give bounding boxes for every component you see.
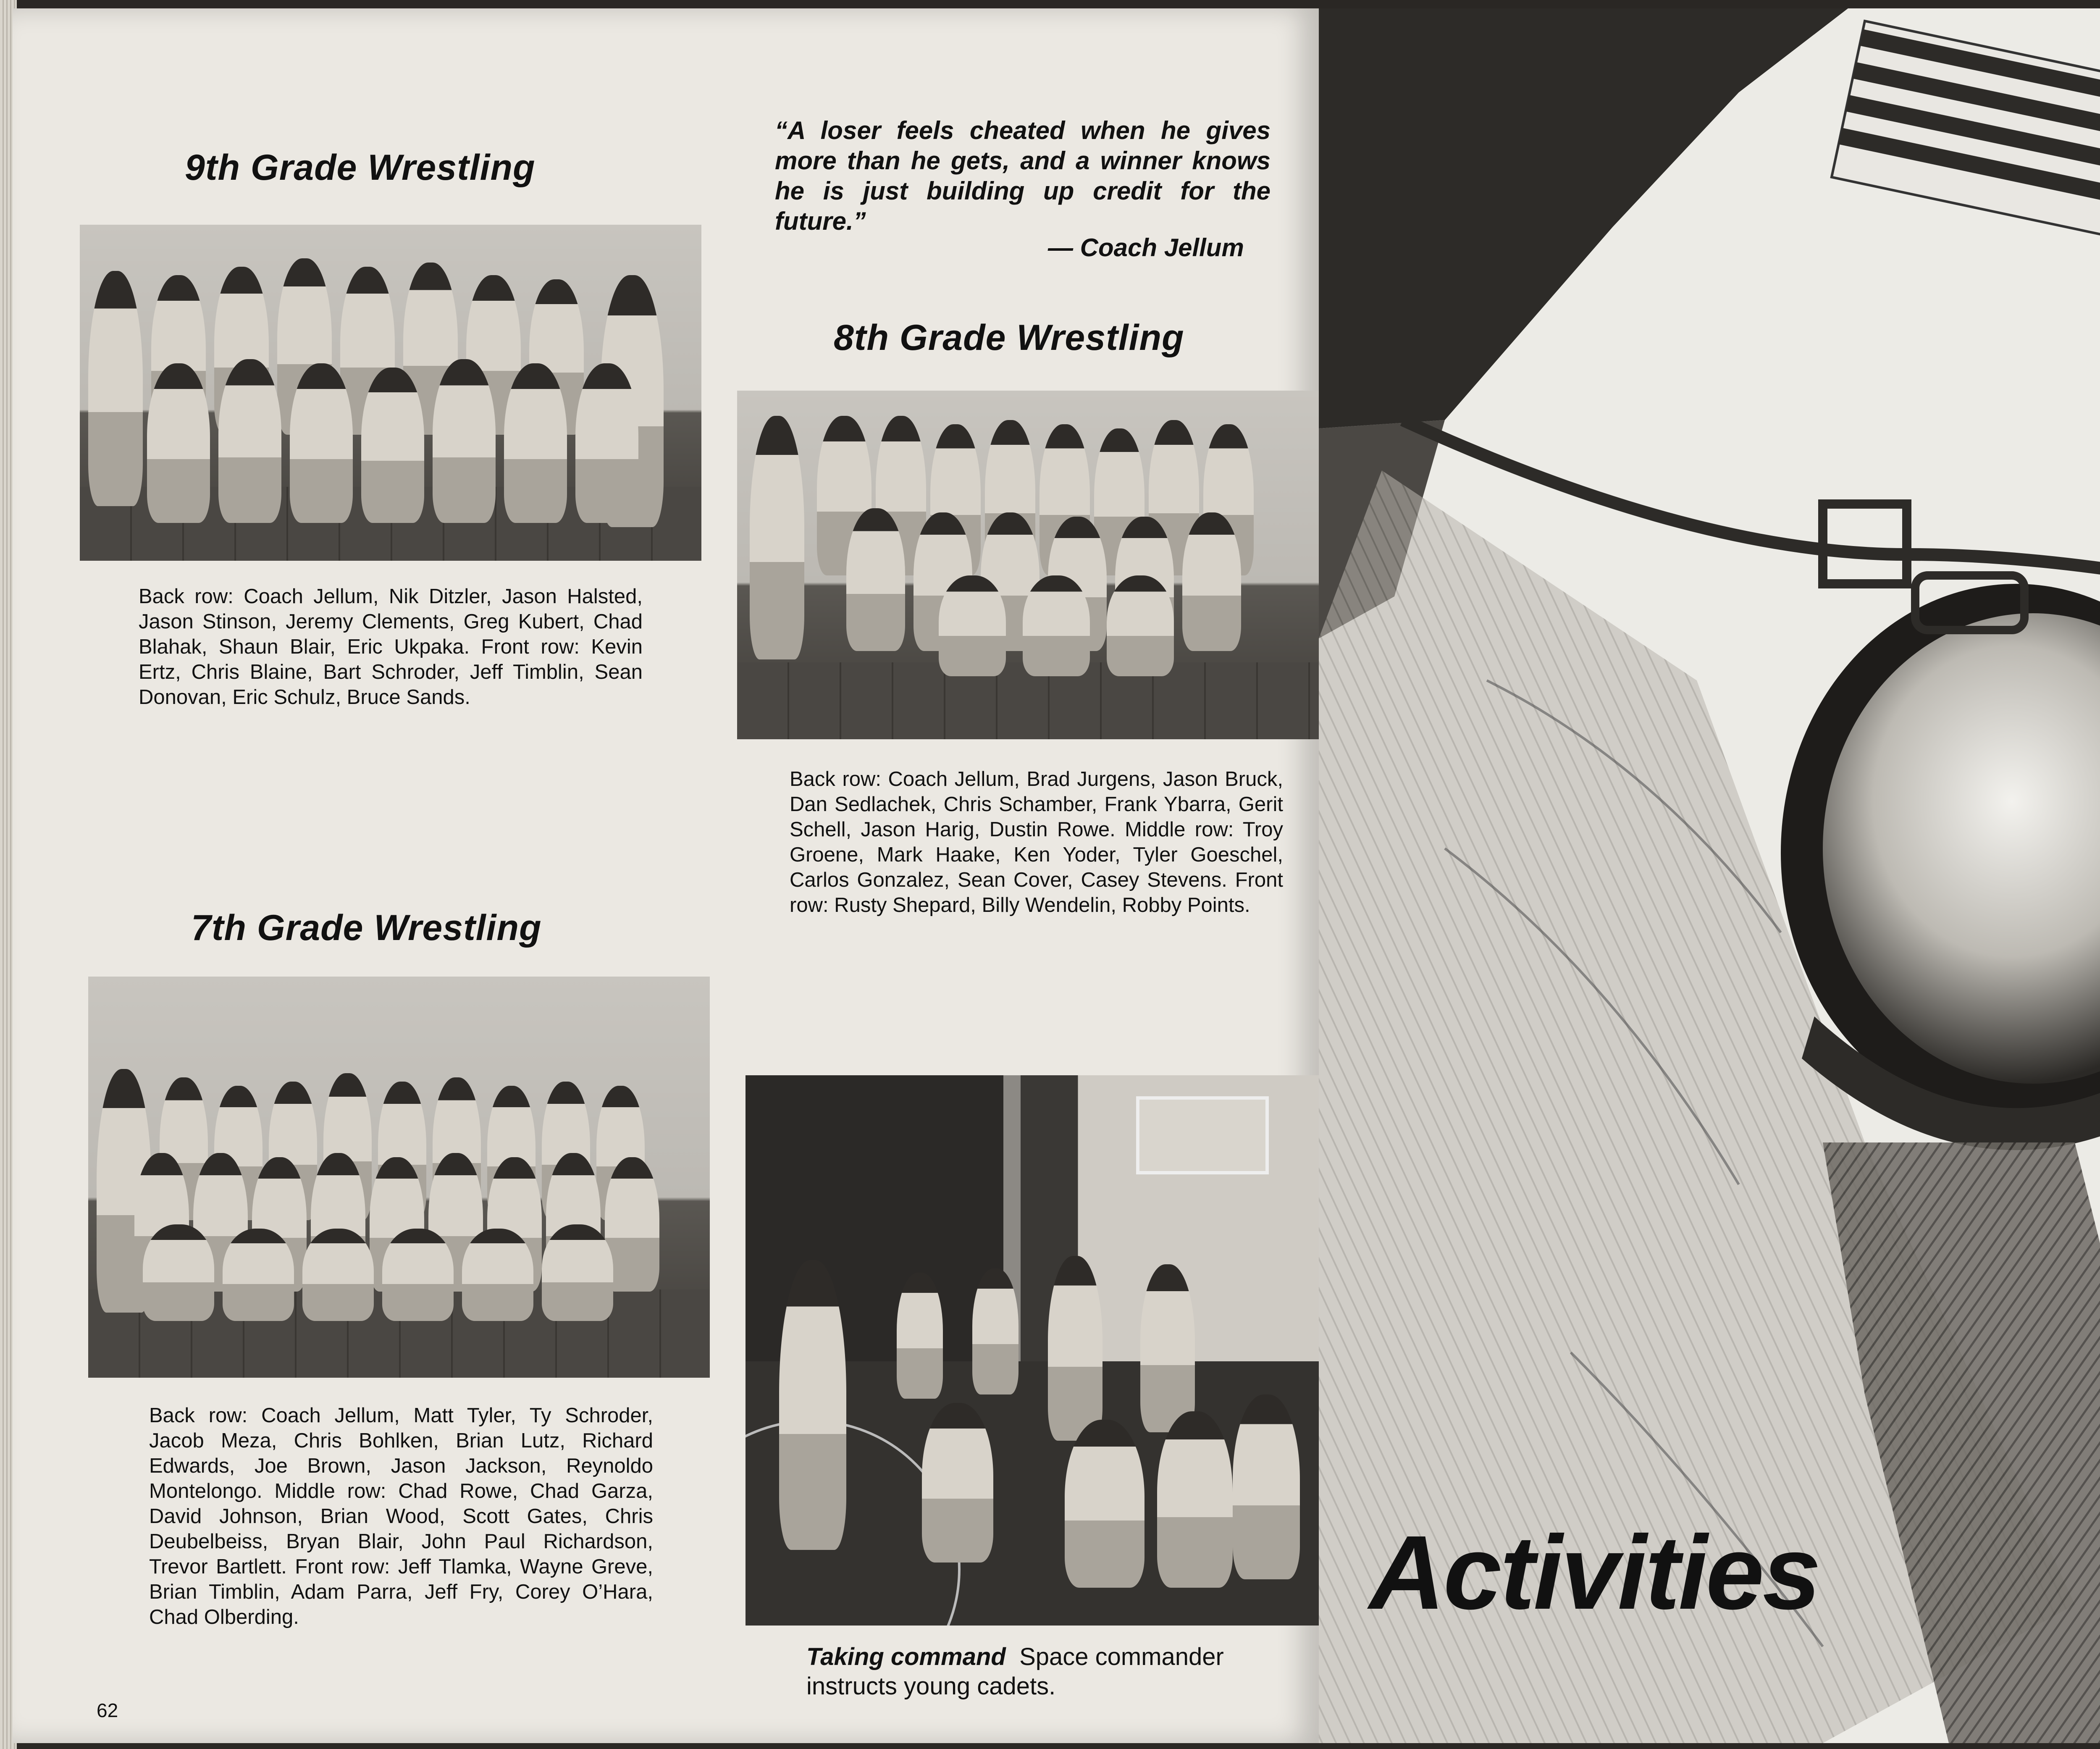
gym-caption-title: Taking command <box>806 1643 1006 1670</box>
page-number: 62 <box>97 1699 118 1721</box>
right-page <box>1319 8 2100 1743</box>
gym-photo-caption <box>806 1642 1310 1701</box>
section-title: Activities <box>1369 1514 1819 1631</box>
ninth-grade-team-photo <box>80 225 701 561</box>
gym-caption-text: Space commander instructs young cadets. <box>806 1643 1224 1700</box>
quote-attribution: — Coach Jellum <box>1048 234 1244 262</box>
seventh-grade-caption: Back row: Coach Jellum, Matt Tyler, Ty Schroder, Jacob Meza, Chris Bohlken, Brian Lutz, Richard Edwards, Joe Brown, Jason Jackson, Reynoldo Montelongo. Middle row: Chad Rowe, Chad Garza, David Johnson, Brian Wood, Scott Gates, Chris Deubelbeiss, Bryan Blair, John Paul Richardson, Trevor Bartlett. Front row: Jeff Tlamka, Wayne Greve, Brian Timblin, Adam Parra, Jeff Fry, Corey O’Hara, Chad Olberding. <box>149 1404 653 1628</box>
eighth-grade-team-photo <box>737 391 1319 739</box>
eighth-grade-caption: Back row: Coach Jellum, Brad Jurgens, Jason Bruck, Dan Sedlachek, Chris Schamber, Frank Ybarra, Gerit Schell, Jason Harig, Dustin Rowe. Middle row: Troy Groene, Mark Haake, Ken Yoder, Tyler Goeschel, Carlos Gonzalez, Sean Cover, Casey Stevens. Front row: Rusty Shepard, Billy Wendelin, Robby Points. <box>790 768 1283 917</box>
ninth-grade-heading: 9th Grade Wrestling <box>185 147 536 188</box>
pencil-sketch-illustration <box>1319 8 2100 1743</box>
seventh-grade-heading: 7th Grade Wrestling <box>191 908 542 948</box>
eighth-grade-heading: 8th Grade Wrestling <box>834 318 1184 358</box>
seventh-grade-team-photo <box>88 977 710 1378</box>
gym-activity-photo <box>746 1075 1319 1626</box>
ninth-grade-caption: Back row: Coach Jellum, Nik Ditzler, Jason Halsted, Jason Stinson, Jeremy Clements, Greg Kubert, Chad Blahak, Shaun Blair, Eric Ukpaka. Front row: Kevin Ertz, Chris Blaine, Bart Schroder, Jeff Timblin, Sean Donovan, Eric Schulz, Bruce Sands. <box>139 585 643 709</box>
coach-quote: “A loser feels cheated when he gives more than he gets, and a winner knows he is just building up credit for the future.” <box>775 116 1270 235</box>
